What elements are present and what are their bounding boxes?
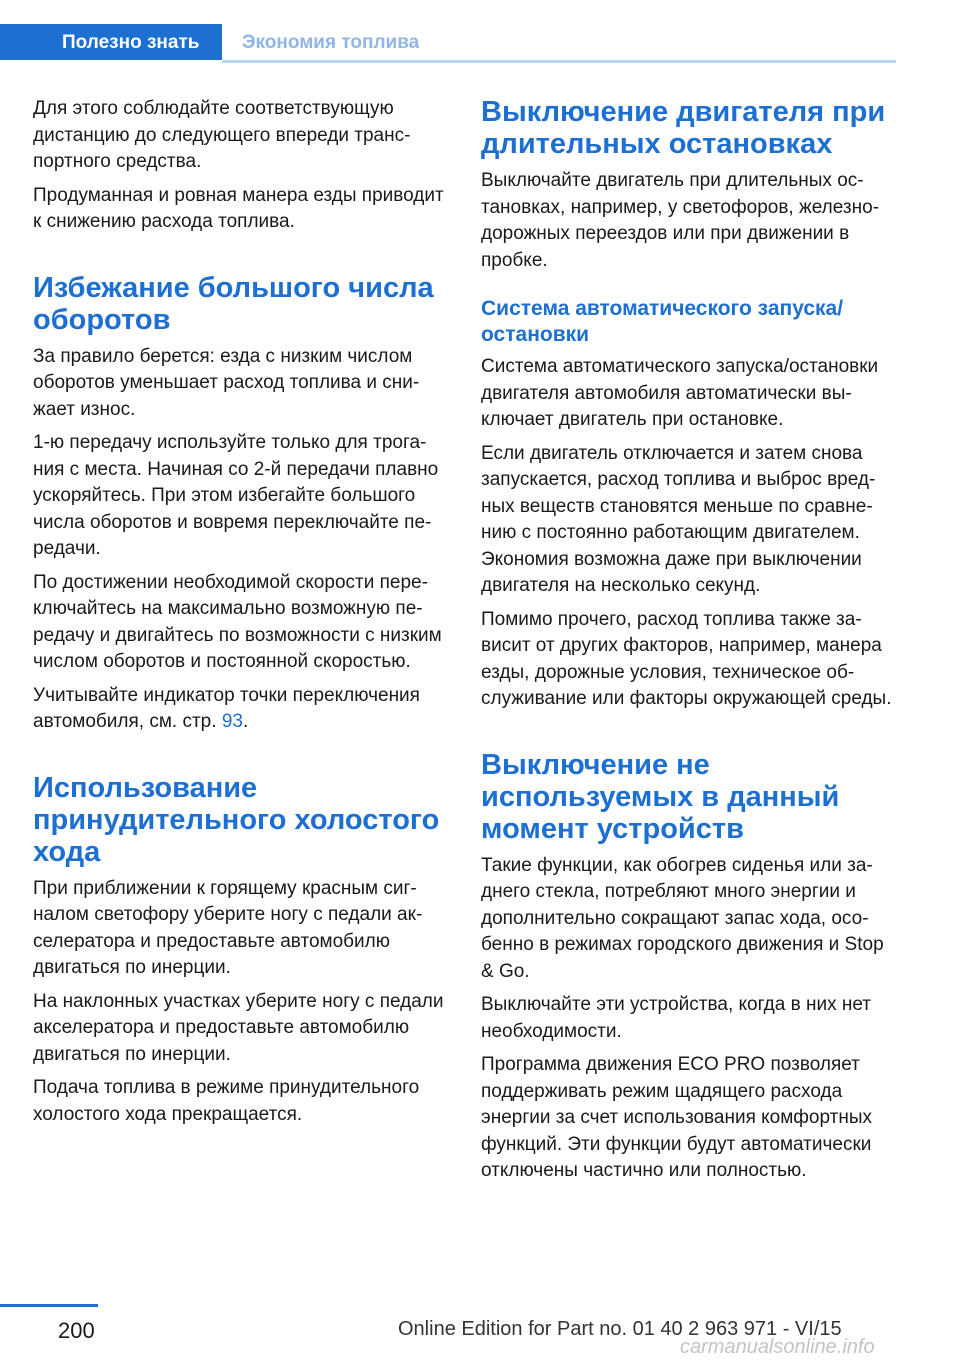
chapter-tab[interactable]: [0, 24, 222, 60]
paragraph-eco-pro: Программа движения ECO PRO позволяет поддерживать режим щадящего расхода энергии за счет использования комфортных функций. Эти функции будут автоматически отключены частично или полностью.: [481, 1054, 872, 1181]
paragraph-shift-indicator: [33, 683, 447, 736]
section-tab-label[interactable]: Экономия топлива: [242, 32, 420, 53]
heading-engine-off: Выключение двигателя при длительных остановках: [481, 96, 886, 160]
heading-auto-start-stop: Система автоматического запуска/ остановки: [481, 297, 844, 346]
paragraph-distance: Для этого соблюдайте соответствующую дистанцию до следующего впереди транспортного средства.: [33, 98, 411, 172]
paragraph-red-light: При приближении к горящему красным сигналом светофору уберите ногу с педали акселератора и предоставьте автомобилю двигаться по инерции.: [33, 877, 423, 978]
heading-avoid-high-rpm: Избежание большого числа оборотов: [33, 271, 434, 336]
paragraph-upshift: По достижении необходимой скорости переключайтесь на максимально возможную передачу и двигайтесь по возможности с низким числом оборотов и постоянной скоростью.: [33, 571, 442, 672]
paragraph-heating: Такие функции, как обогрев сиденья или заднего стекла, потребляют много энергии и дополнительно сокращают запас хода, особенно в режимах городского движения и Stop & Go.: [481, 854, 884, 982]
page-number-bar: [0, 1304, 98, 1307]
paragraph-first-gear: 1-ю передачу используйте только для трогания с места. Начиная со 2-й передачи плавно ускоряйтесь. При этом избегайте большого числа оборотов и вовремя переключайте передачи.: [33, 432, 439, 559]
paragraph-low-rpm: За правило берется: езда с низким числом оборотов уменьшает расход топлива и снижает износ.: [33, 345, 420, 420]
paragraph-smooth-driving: Продуманная и ровная манера езды приводит к снижению расхода топлива.: [33, 184, 444, 232]
chapter-tab-label: Полезно знать: [62, 32, 200, 53]
left-column: [33, 96, 447, 1135]
page-93-link[interactable]: 93: [221, 711, 243, 732]
right-column: [481, 96, 895, 1192]
paragraph-auto-start-stop: Система автоматического запуска/остановки двигателя автомобиля автоматически выключает двигатель при остановке.: [481, 356, 879, 430]
heading-overrun: Использование принудительного холостого хода: [33, 771, 440, 868]
paragraph-fuel-cutoff: Подача топлива в режиме принудительного холостого хода прекращается.: [33, 1077, 420, 1125]
header-rule: [222, 60, 896, 63]
watermark: carmanualsonline.info: [680, 1336, 875, 1358]
edition-footer: Online Edition for Part no. 01 40 2 963 971 - VI/15: [398, 1318, 842, 1340]
paragraph-slopes: На наклонных участках уберите ногу с педали акселератора и предоставьте автомобилю двигаться по инерции.: [33, 990, 444, 1065]
shift-indicator-text: Учитывайте индикатор точки переключения автомобиля, см. стр.: [33, 684, 420, 732]
heading-unused-devices: Выключение не используемых в данный момент устройств: [481, 748, 840, 845]
paragraph-switch-off: Выключайте эти устройства, когда в них нет необходимости.: [481, 994, 871, 1042]
page-number: 200: [58, 1318, 95, 1343]
paragraph-emissions: Если двигатель отключается и затем снова запускается, расход топлива и выброс вредных веществ становятся меньше по сравнению с постоянно работающим двигателем. Экономия возможна даже при выключении двигателя на несколько секунд.: [481, 442, 876, 596]
paragraph-other-factors: Помимо прочего, расход топлива также зависит от других факторов, например, манера езды, дорожные условия, техническое обслуживание или факторы окружающей среды.: [481, 608, 892, 709]
paragraph-long-stops: Выключайте двигатель при длительных остановках, например, у светофоров, железнодорожных переездов или при движении в пробке.: [481, 170, 879, 271]
shift-indicator-end: .: [242, 711, 249, 732]
